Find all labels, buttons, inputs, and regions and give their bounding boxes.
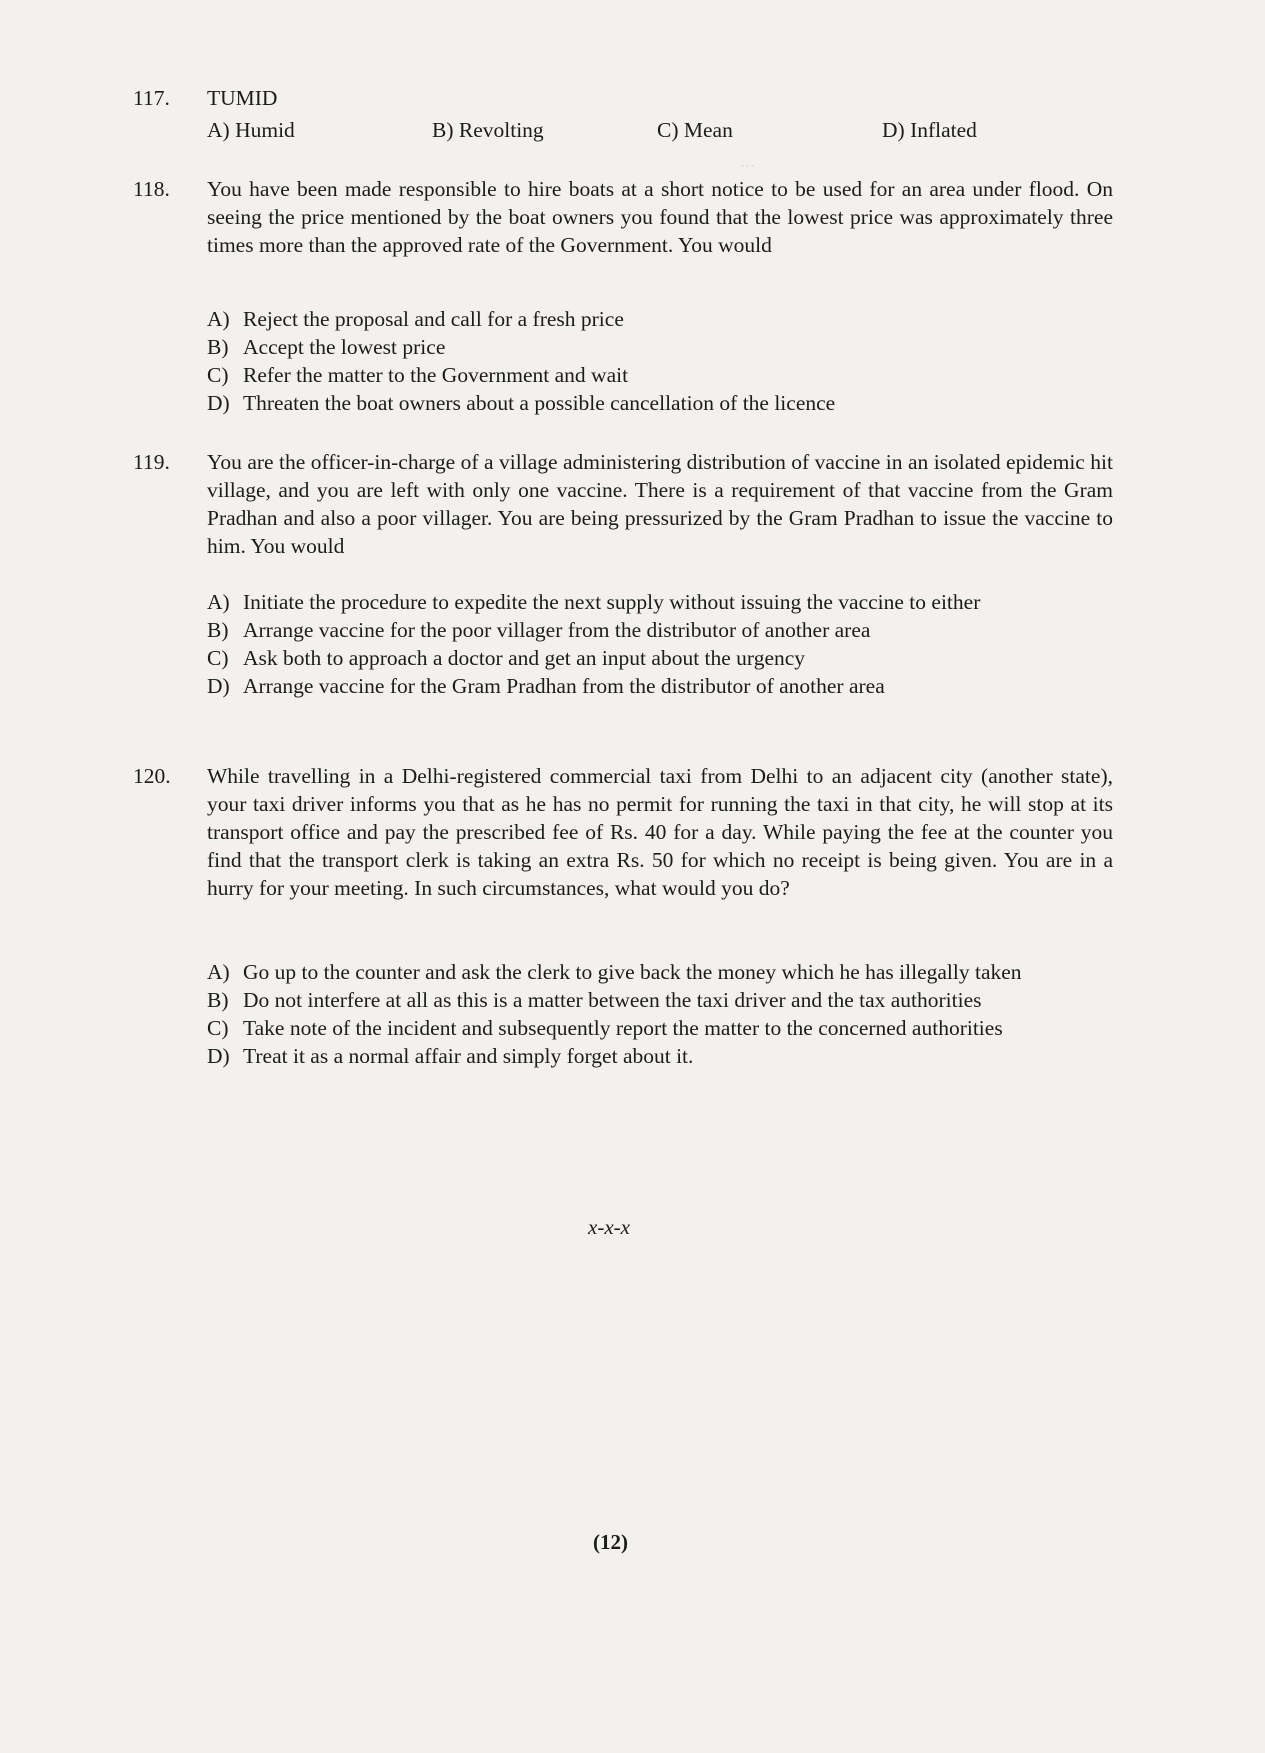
option-b: B) Arrange vaccine for the poor villager from the distributor of another area [207, 618, 871, 642]
question-120 [133, 762, 1123, 1162]
option-b: B) Accept the lowest price [207, 335, 446, 359]
option-a: A) Go up to the counter and ask the clerk to give back the money which he has illegally taken [207, 960, 1022, 984]
page-number: (12) [593, 1530, 628, 1554]
show-through-text: ... [740, 150, 755, 172]
option-d: D) Treat it as a normal affair and simply forget about it. [207, 1044, 694, 1068]
option-b: B) Revolting [432, 118, 544, 142]
option-b: B) Do not interfere at all as this is a matter between the taxi driver and the tax authorities [207, 988, 982, 1012]
question-118 [133, 175, 1123, 425]
option-c: C) Ask both to approach a doctor and get an input about the urgency [207, 646, 806, 670]
options-list [207, 588, 1113, 700]
option-d: D) Threaten the boat owners about a possible cancellation of the licence [207, 391, 836, 415]
option-c: C) Refer the matter to the Government and wait [207, 363, 629, 387]
question-text: While travelling in a Delhi-registered commercial taxi from Delhi to an adjacent city (another state), your taxi driver informs you that as he has no permit for running the taxi in that city, he will stop at its transport office and pay the prescribed fee of Rs. 40 for a day. While paying the fee at the counter you find that the transport clerk is taking an extra Rs. 50 for which no receipt is being given. You are in a hurry for your meeting. In such circumstances, what would you do? [207, 764, 1113, 900]
option-a: A) Humid [207, 118, 295, 142]
option-c: C) Take note of the incident and subsequently report the matter to the concerned authorities [207, 1016, 1003, 1040]
question-117 [133, 84, 1123, 148]
option-d: D) Inflated [882, 118, 977, 142]
question-number: 117. [133, 86, 170, 110]
question-number: 118. [133, 177, 170, 201]
option-a: A) Initiate the procedure to expedite the next supply without issuing the vaccine to either [207, 590, 981, 614]
options-row [207, 112, 1113, 144]
option-a: A) Reject the proposal and call for a fresh price [207, 307, 624, 331]
question-number: 119. [133, 450, 170, 474]
option-d: D) Arrange vaccine for the Gram Pradhan from the distributor of another area [207, 674, 885, 698]
options-list [207, 305, 1113, 417]
question-text: You have been made responsible to hire boats at a short notice to be used for an area under flood. On seeing the price mentioned by the boat owners you found that the lowest price was approximately three times more than the approved rate of the Government. You would [207, 177, 1113, 257]
options-list [207, 958, 1113, 1070]
end-mark: x-x-x [588, 1215, 630, 1239]
option-c: C) Mean [657, 118, 733, 142]
question-text: TUMID [207, 86, 278, 110]
question-text: You are the officer-in-charge of a village administering distribution of vaccine in an isolated epidemic hit village, and you are left with only one vaccine. There is a requirement of that vaccine from the Gram Pradhan and also a poor villager. You are being pressurized by the Gram Pradhan to issue the vaccine to him. You would [207, 450, 1113, 558]
question-number: 120. [133, 764, 171, 788]
question-119 [133, 448, 1123, 738]
